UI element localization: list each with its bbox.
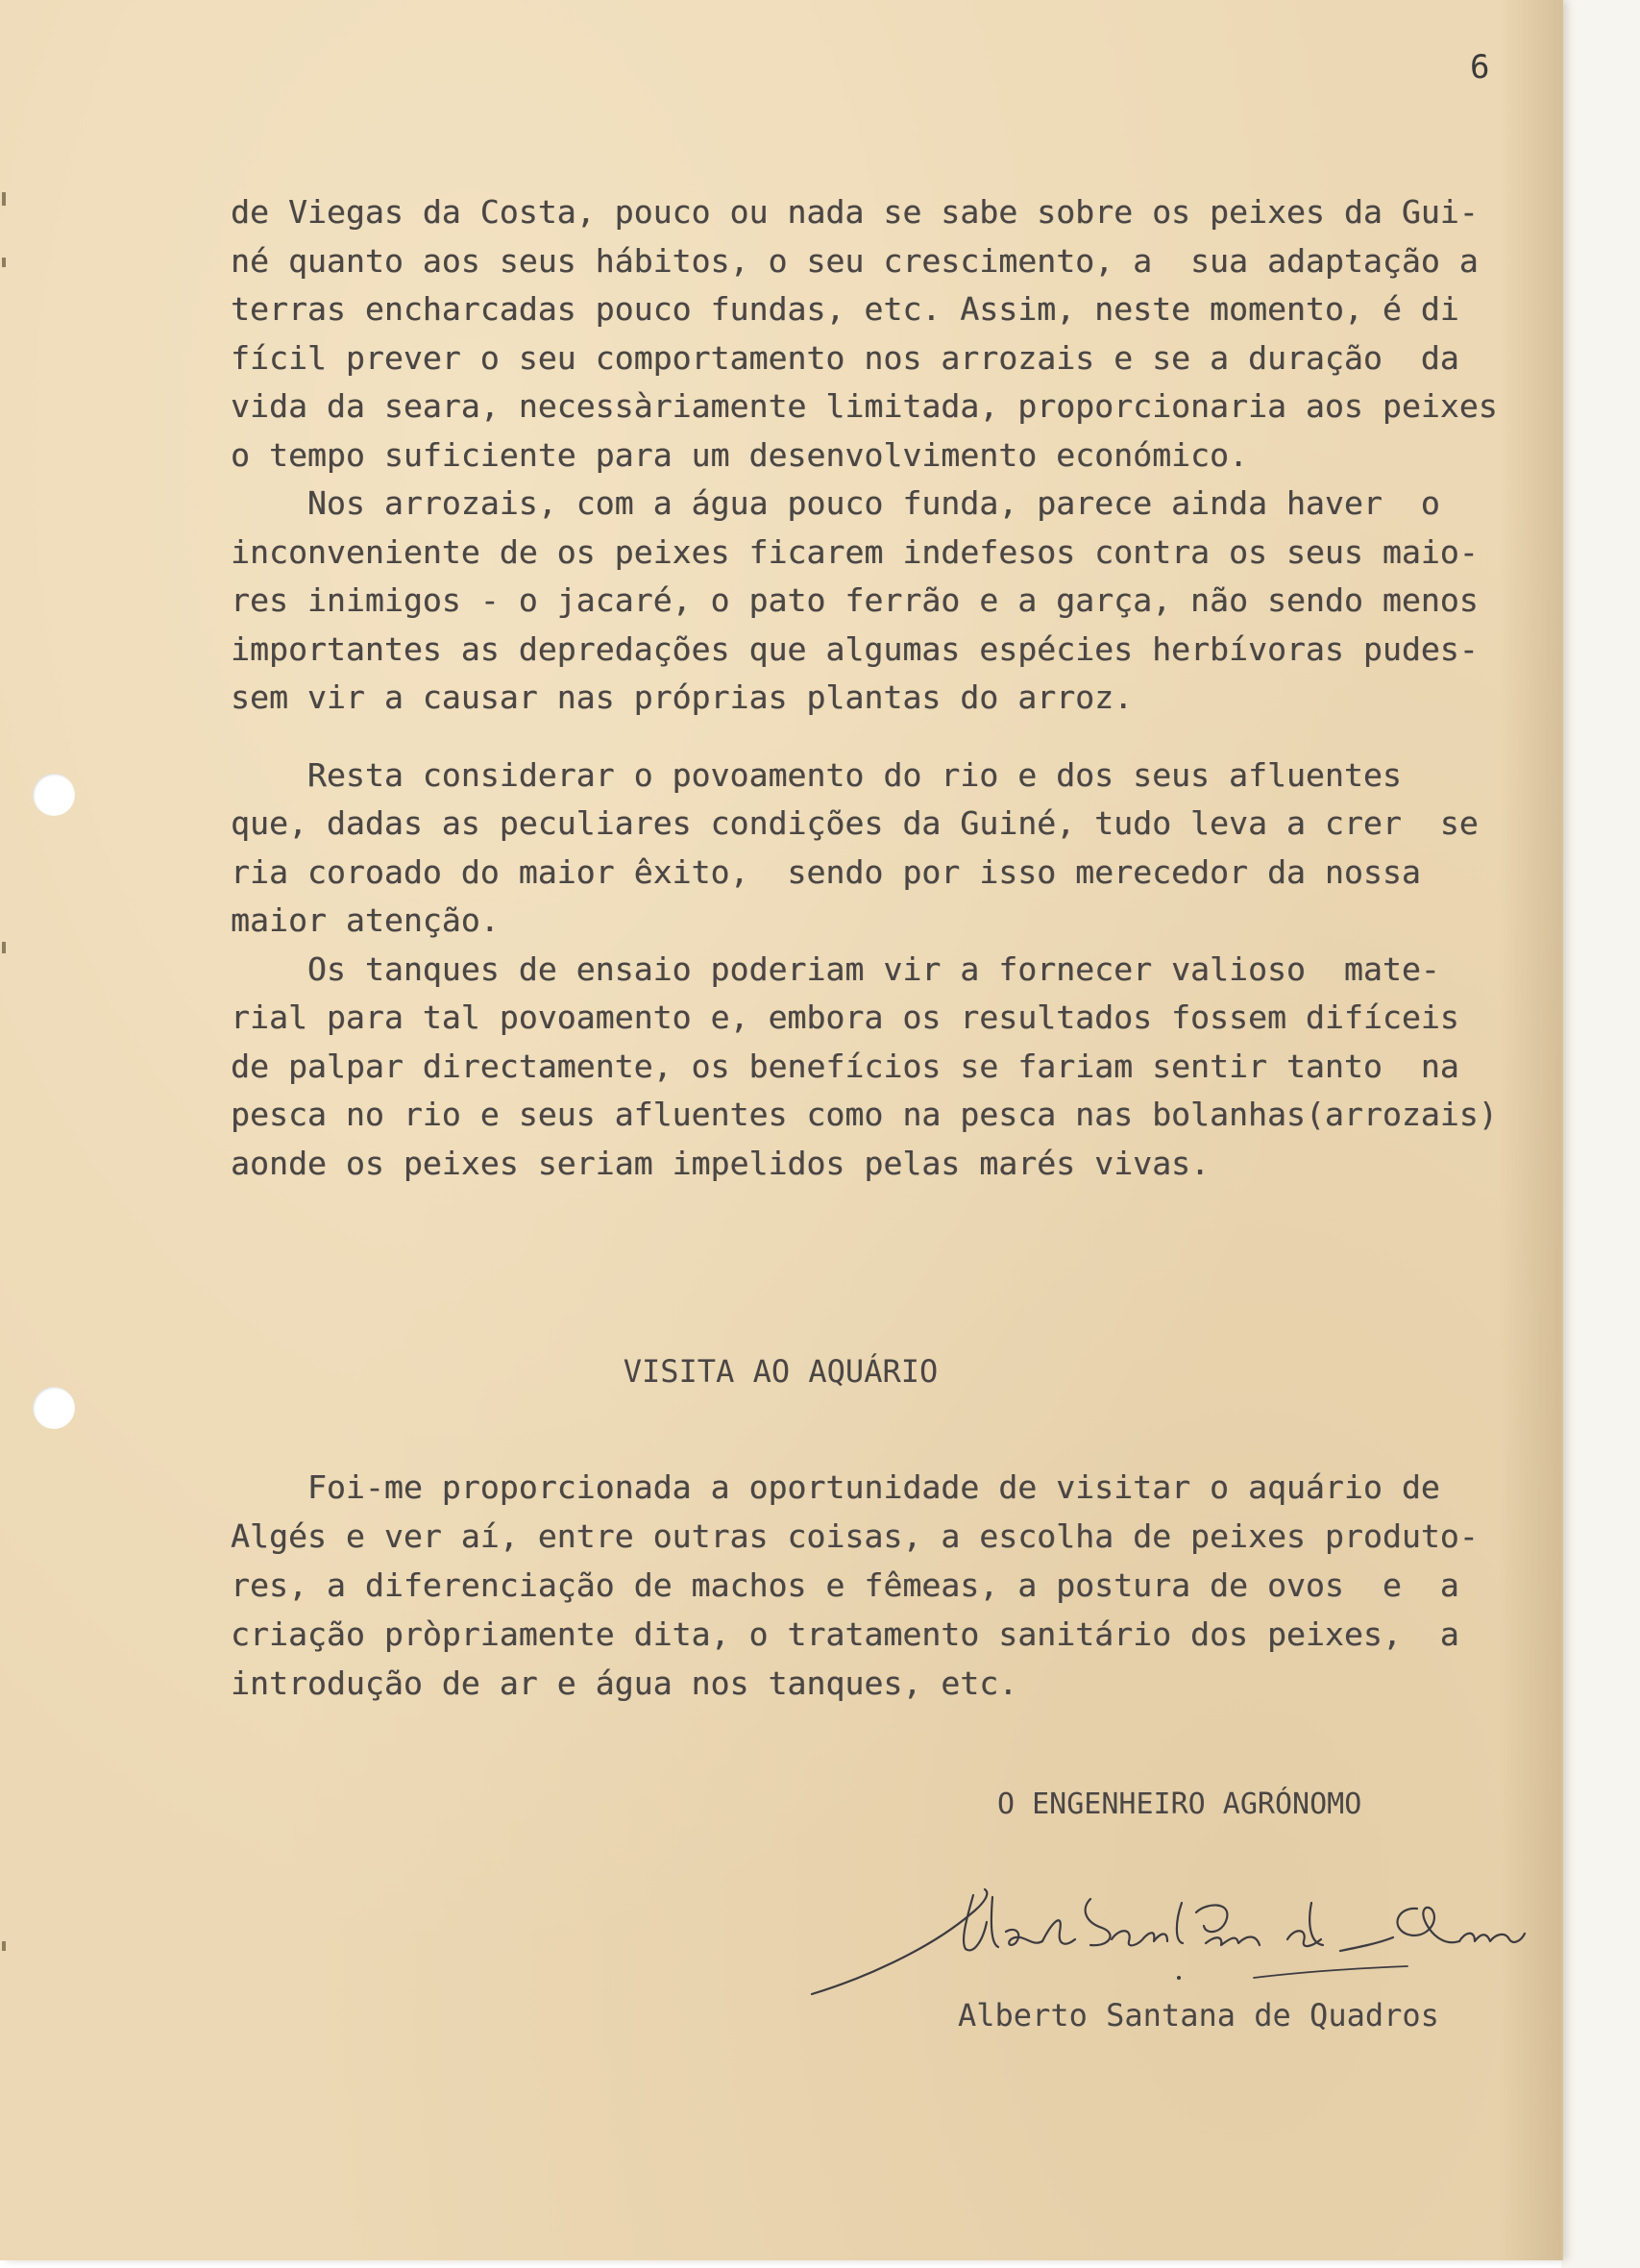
text-line: aonde os peixes seriam impelidos pelas marés vivas. bbox=[231, 1144, 1211, 1182]
paragraph bbox=[231, 752, 1528, 946]
edge-mark bbox=[2, 1941, 6, 1951]
text-line: rial para tal povoamento e, embora os resultados fossem difíceis bbox=[231, 998, 1459, 1036]
text-line: introdução de ar e água nos tanques, etc. bbox=[231, 1664, 1018, 1702]
text-line: maior atenção. bbox=[231, 901, 500, 939]
punch-hole bbox=[33, 774, 75, 816]
text-line: res inimigos - o jacaré, o pato ferrão e a garça, não sendo menos bbox=[231, 581, 1479, 619]
text-line: Algés e ver aí, entre outras coisas, a escolha de peixes produto- bbox=[231, 1517, 1479, 1555]
scan-background-margin bbox=[1561, 0, 1640, 2268]
signature-title: O ENGENHEIRO AGRÓNOMO bbox=[997, 1787, 1362, 1821]
handwritten-signature bbox=[802, 1864, 1532, 2018]
text-line: criação pròpriamente dita, o tratamento sanitário dos peixes, a bbox=[231, 1615, 1459, 1653]
text-line: importantes as depredações que algumas espécies herbívoras pudes- bbox=[231, 629, 1479, 668]
punch-hole bbox=[33, 1387, 75, 1429]
text-line: fícil prever o seu comportamento nos arrozais e se a duração da bbox=[231, 338, 1459, 377]
text-line: pesca no rio e seus afluentes como na pesca nas bolanhas(arrozais) bbox=[231, 1096, 1498, 1133]
text-line: de palpar directamente, os benefícios se fariam sentir tanto na bbox=[231, 1047, 1459, 1085]
edge-mark bbox=[2, 258, 6, 267]
section-body bbox=[231, 1463, 1528, 1708]
paragraph bbox=[231, 480, 1528, 723]
paragraph bbox=[231, 188, 1528, 480]
text-line: que, dadas as peculiares condições da Guiné, tudo leva a crer se bbox=[231, 804, 1479, 842]
text-line: Resta considerar o povoamento do rio e dos seus afluentes bbox=[231, 755, 1402, 794]
edge-mark bbox=[2, 192, 6, 206]
text-line: sem vir a causar nas próprias plantas do arroz. bbox=[231, 678, 1134, 716]
text-line: de Viegas da Costa, pouco ou nada se sabe sobre os peixes da Gui- bbox=[231, 193, 1479, 231]
text-line: o tempo suficiente para um desenvolvimento económico. bbox=[231, 435, 1248, 474]
text-line: né quanto aos seus hábitos, o seu crescimento, a sua adaptação a bbox=[231, 241, 1479, 280]
text-line: Nos arrozais, com a água pouco funda, parece ainda haver o bbox=[231, 484, 1440, 522]
text-line: vida da seara, necessàriamente limitada, proporcionaria aos peixes bbox=[231, 387, 1498, 425]
section-heading: VISITA AO AQUÁRIO bbox=[623, 1353, 939, 1390]
text-line: terras encharcadas pouco fundas, etc. Assim, neste momento, é di bbox=[231, 290, 1459, 328]
signer-name: Alberto Santana de Quadros bbox=[958, 1997, 1439, 2034]
page-number: 6 bbox=[1470, 48, 1490, 86]
text-line: inconveniente de os peixes ficarem indefesos contra os seus maio- bbox=[231, 532, 1479, 571]
paragraph bbox=[231, 946, 1528, 1189]
body-text bbox=[231, 188, 1528, 1188]
text-line: Foi-me proporcionada a oportunidade de visitar o aquário de bbox=[231, 1468, 1440, 1506]
paragraph-gap bbox=[231, 723, 1528, 752]
text-line: res, a diferenciação de machos e fêmeas, a postura de ovos e a bbox=[231, 1566, 1459, 1604]
text-line: Os tanques de ensaio poderiam vir a fornecer valioso mate- bbox=[231, 949, 1440, 988]
edge-mark bbox=[2, 942, 6, 953]
text-line: ria coroado do maior êxito, sendo por isso merecedor da nossa bbox=[231, 852, 1421, 891]
